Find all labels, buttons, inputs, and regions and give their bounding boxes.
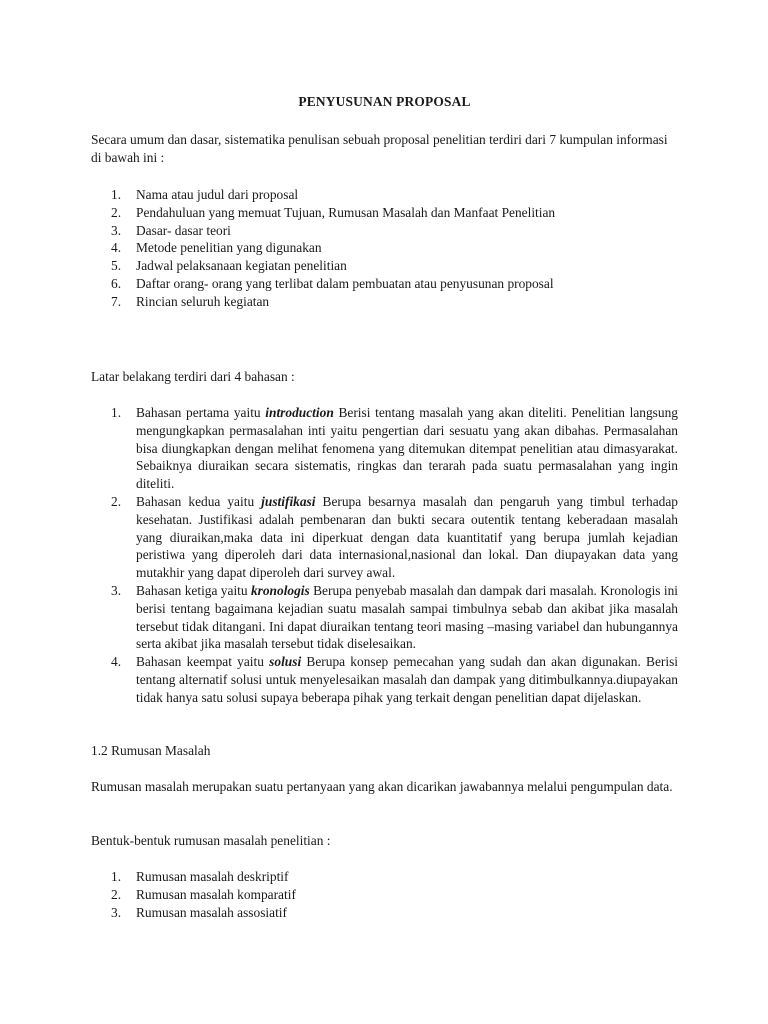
- list-item: 1. Nama atau judul dari proposal: [111, 187, 299, 202]
- list-item: 1. Rumusan masalah deskriptif: [111, 869, 289, 884]
- bentuk-rumusan-list: [91, 868, 678, 921]
- list-item: 2. Pendahuluan yang memuat Tujuan, Rumusan Masalah dan Manfaat Penelitian: [111, 204, 556, 220]
- proposal-components-list: [91, 186, 678, 311]
- intro-paragraph: Secara umum dan dasar, sistematika penulisan sebuah proposal penelitian terdiri dari 7 kumpulan informasi di bawah ini :: [91, 132, 668, 165]
- list-item: 5. Jadwal pelaksanaan kegiatan penelitian: [111, 258, 347, 274]
- list-item: 2. Bahasan kedua yaitu justifikasi Berupa besarnya masalah dan pengaruh yang timbul terhadap kesehatan. Justifikasi adalah pembenaran dan bukti secara outentik tentang keberadaan masalah yang diuraikan,maka data ini diperkuat dengan data kuantitatif yang berupa jumlah kejadian peristiwa yang diperoleh dari data internasional,nasional dan lokal. Dan diupayakan data yang mutakhir yang dapat diperoleh dari survey awal.: [111, 493, 678, 581]
- section-heading-rumusan-masalah: 1.2 Rumusan Masalah: [91, 743, 211, 758]
- keyword-solusi: solusi: [269, 654, 302, 670]
- latar-belakang-list: [91, 404, 678, 707]
- latar-belakang-intro: Latar belakang terdiri dari 4 bahasan :: [91, 369, 295, 384]
- list-item: 7. Rincian seluruh kegiatan: [111, 293, 270, 309]
- keyword-introduction: introduction: [265, 405, 334, 420]
- document-title: PENYUSUNAN PROPOSAL: [298, 94, 471, 109]
- list-item: 6. Daftar orang- orang yang terlibat dalam pembuatan atau penyusunan proposal: [111, 275, 554, 291]
- list-item: 1. Bahasan pertama yaitu introduction Berisi tentang masalah yang akan diteliti. Penelitian langsung mengungkapkan permasalahan inti yaitu pengertian dari sesuatu yang akan dibahas. Permasalahan bisa diungkapkan dengan melihat fenomena yang ditemukan ditempat penelitian atau dimasyarakat. Sebaiknya diuraikan secara sistematis, ringkas dan terarah pada suatu permasalahan yang ingin diteliti.: [111, 405, 678, 492]
- list-item: 3. Rumusan masalah assosiatif: [111, 904, 287, 920]
- list-item: 4. Metode penelitian yang digunakan: [111, 240, 322, 256]
- keyword-justifikasi: justifikasi: [261, 493, 316, 509]
- list-item: 3. Bahasan ketiga yaitu kronologis Berupa penyebab masalah dan dampak dari masalah. Kronologis ini berisi tentang bagaimana kejadian suatu masalah sampai timbulnya sebab dan akibat jika masalah tersebut tidak ditangani. Ini dapat diuraikan tentang teori masing –masing variabel dan hubungannya serta akibat jika masalah tersebut tidak diselesaikan.: [111, 582, 678, 652]
- rumusan-paragraph: Rumusan masalah merupakan suatu pertanyaan yang akan dicarikan jawabannya melalui pengumpulan data.: [91, 779, 673, 794]
- list-item: 2. Rumusan masalah komparatif: [111, 886, 296, 902]
- list-item: 3. Dasar- dasar teori: [111, 222, 231, 238]
- keyword-kronologis: kronologis: [250, 582, 310, 598]
- bentuk-intro: Bentuk-bentuk rumusan masalah penelitian :: [91, 833, 331, 848]
- list-item: 4. Bahasan keempat yaitu solusi Berupa konsep pemecahan yang sudah dan akan digunakan. Berisi tentang alternatif solusi untuk menyelesaikan masalah dan dampak yang ditimbulkannya.diupayakan tidak hanya satu solusi supaya beberapa pihak yang terkait dengan penelitian dapat dijelaskan.: [111, 654, 678, 705]
